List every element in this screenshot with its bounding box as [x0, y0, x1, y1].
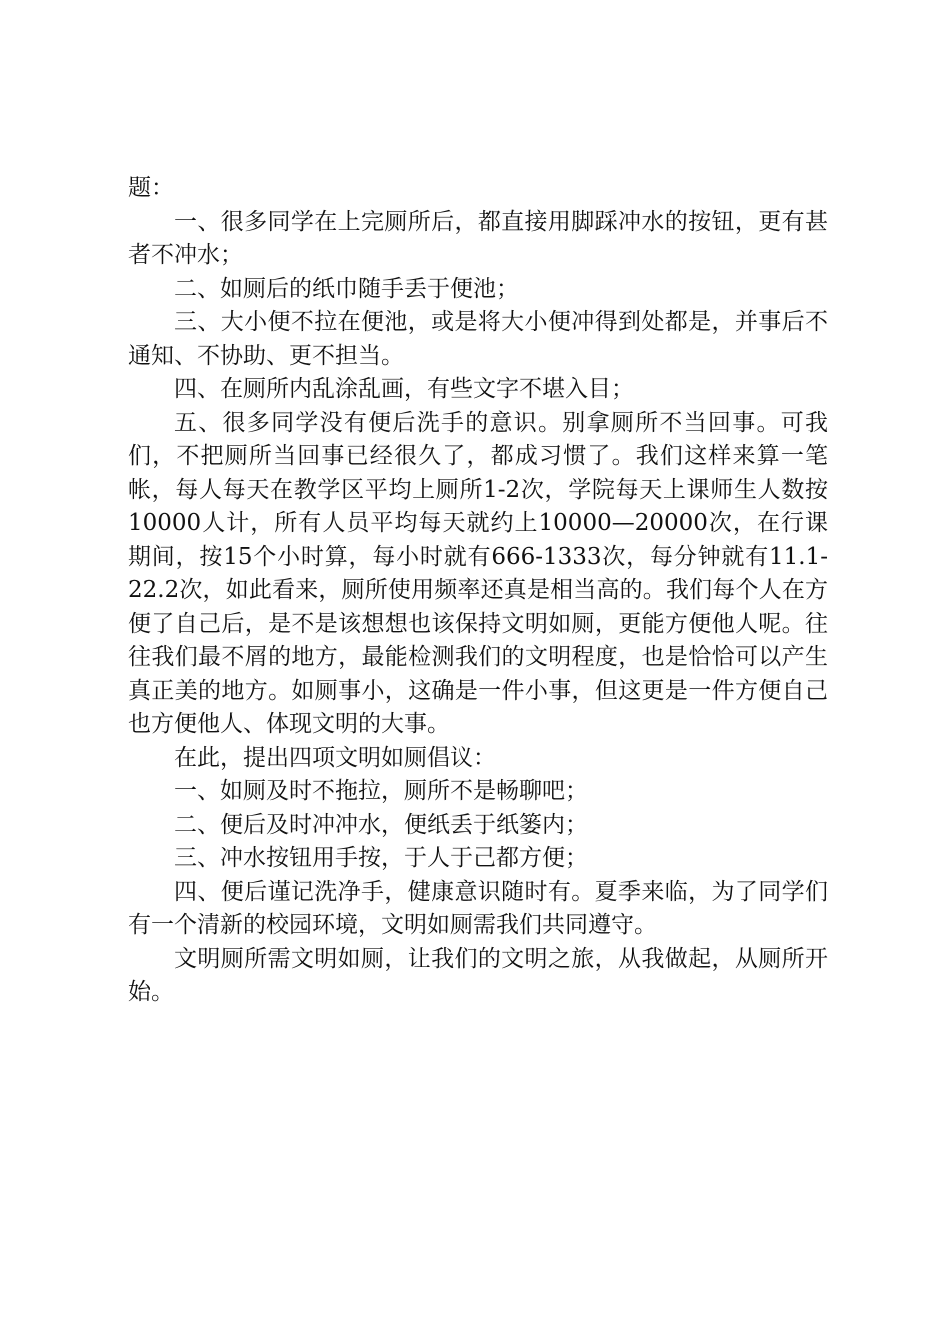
paragraph-proposal-4: 四、便后谨记洗净手，健康意识随时有。夏季来临，为了同学们有一个清新的校园环境，文明如厕需我们共同遵守。 — [128, 878, 828, 938]
paragraph-proposal-1: 一、如厕及时不拖拉，厕所不是畅聊吧； — [174, 778, 588, 804]
document-body — [128, 172, 828, 1010]
paragraph-closing: 文明厕所需文明如厕，让我们的文明之旅，从我做起，从厕所开始。 — [128, 945, 828, 1005]
paragraph-issue-3: 三、大小便不拉在便池，或是将大小便冲得到处都是，并事后不通知、不协助、更不担当。 — [128, 309, 828, 369]
paragraph-issue-4: 四、在厕所内乱涂乱画，有些文字不堪入目； — [174, 376, 634, 402]
paragraph-proposal-2: 二、便后及时冲冲水，便纸丢于纸篓内； — [174, 811, 588, 838]
paragraph-proposal-intro: 在此，提出四项文明如厕倡议： — [174, 744, 496, 771]
paragraph-issue-5: 五、很多同学没有便后洗手的意识。别拿厕所不当回事。可我们，不把厕所当回事已经很久了，都成习惯了。我们这样来算一笔帐，每人每天在教学区平均上厕所1-2次，学院每天上课师生人数按10000人计，所有人员平均每天就约上10000—20000次，在行课期间，按15个小时算，每小时就有666-1333次，每分钟就有11.1-22.2次，如此看来，厕所使用频率还真是相当高的。我们每个人在方便了自己后，是不是该想想也该保持文明如厕，更能方便他人呢。往往我们最不屑的地方，最能检测我们的文明程度，也是恰恰可以产生真正美的地方。如厕事小，这确是一件小事，但这更是一件方便自己也方便他人、体现文明的大事。 — [128, 409, 828, 737]
paragraph-issue-2: 二、如厕后的纸巾随手丢于便池； — [174, 275, 519, 302]
paragraph-proposal-3: 三、冲水按钮用手按，于人于己都方便； — [174, 845, 588, 871]
paragraph-issue-1: 一、很多同学在上完厕所后，都直接用脚踩冲水的按钮，更有甚者不冲水； — [128, 208, 828, 268]
paragraph-heading-fragment: 题： — [128, 175, 174, 201]
